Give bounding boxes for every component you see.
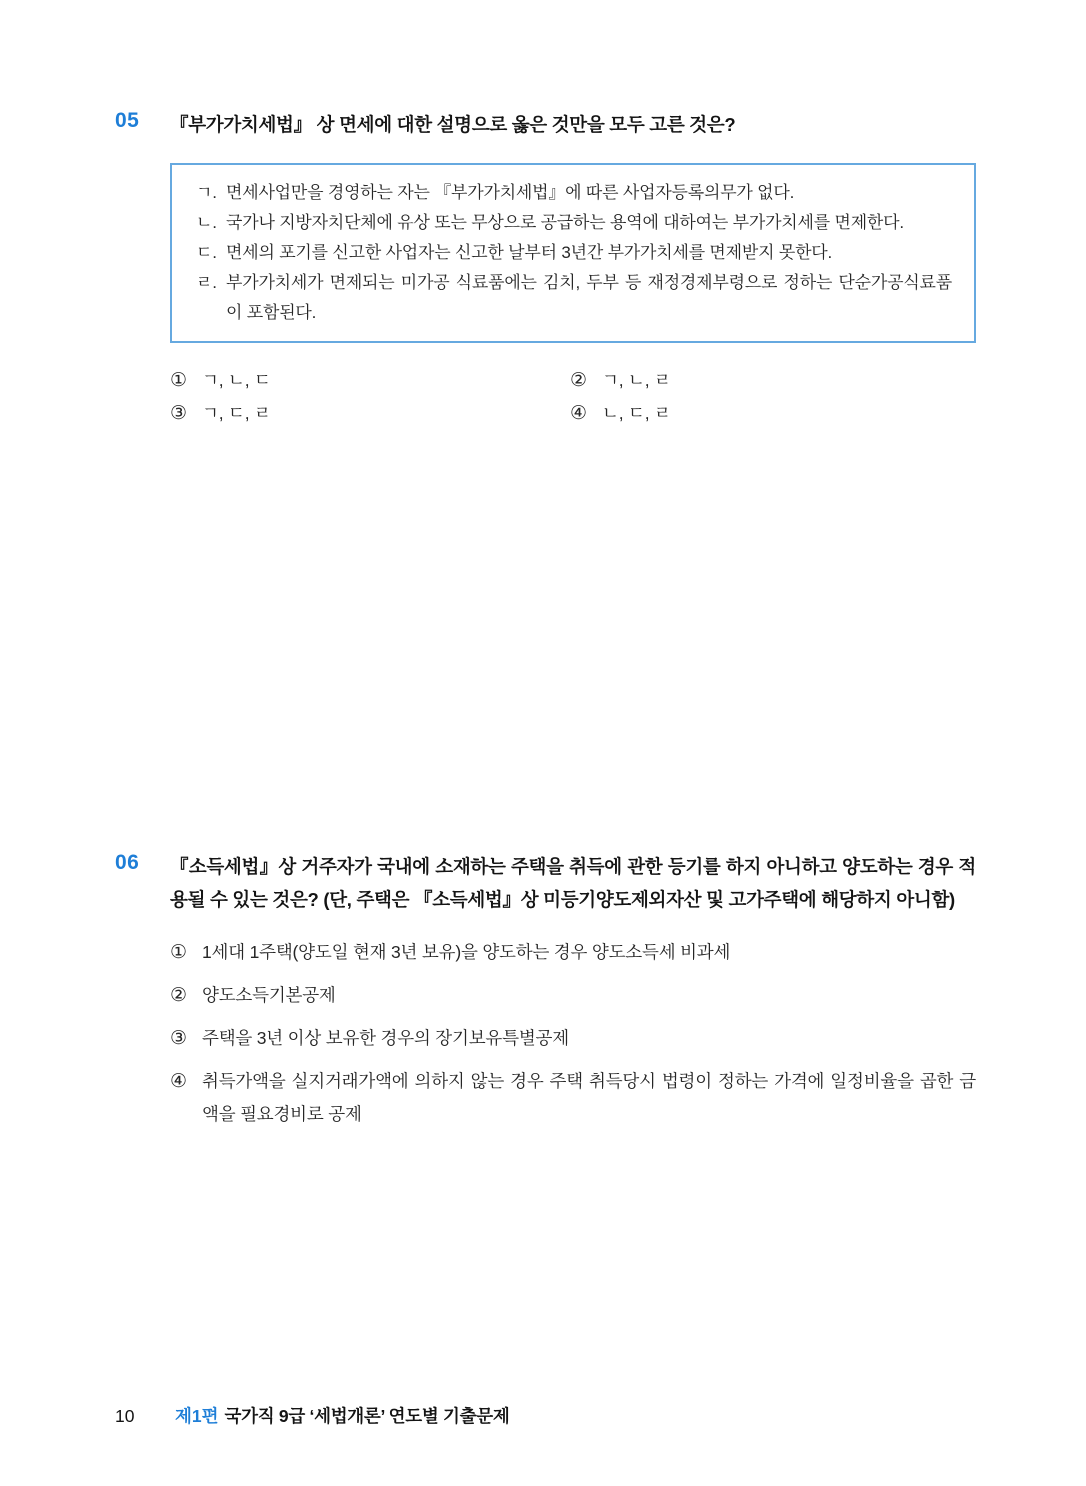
choice-text: ㄴ, ㄷ, ㄹ [602, 403, 671, 423]
choice-text: ㄱ, ㄷ, ㄹ [202, 403, 271, 423]
box-item-marker: ㄱ. [196, 183, 217, 202]
choices [170, 936, 976, 1131]
box-item-marker: ㄴ. [196, 213, 217, 232]
question-05 [115, 108, 976, 425]
box-item-d [196, 238, 952, 268]
choice-3 [170, 402, 570, 425]
choice-text: 취득가액을 실지거래가액에 의하지 않는 경우 주택 취득당시 법령이 정하는 가격에 일정비율을 곱한 금액을 필요경비로 공제 [202, 1071, 976, 1124]
choices [170, 369, 976, 425]
choice-marker: ① [170, 370, 188, 391]
choice-2 [570, 369, 976, 392]
answer-box [170, 163, 976, 343]
box-item-text: 면세사업만을 경영하는 자는 『부가가치세법』에 따른 사업자등록의무가 없다. [226, 183, 795, 202]
box-item-n [196, 208, 952, 238]
choice-text: 1세대 1주택(양도일 현재 3년 보유)을 양도하는 경우 양도소득세 비과세 [202, 942, 731, 962]
question-number: 05 [115, 109, 140, 132]
choice-marker: ② [570, 370, 588, 391]
choice-text: 양도소득기본공제 [202, 985, 336, 1005]
choice-1 [170, 936, 976, 969]
box-item-text: 부가가치세가 면제되는 미가공 식료품에는 김치, 두부 등 재정경제부령으로 정하는 단순가공식료품이 포함된다. [226, 273, 952, 322]
question-title: 『부가가치세법』 상 면세에 대한 설명으로 옳은 것만을 모두 고른 것은? [170, 114, 736, 135]
box-item-marker: ㄹ. [196, 273, 217, 292]
question-body [170, 108, 976, 425]
page-number: 10 [115, 1406, 135, 1426]
choice-marker: ① [170, 942, 188, 963]
choice-marker: ② [170, 985, 188, 1006]
choice-text: ㄱ, ㄴ, ㄷ [202, 370, 271, 390]
box-item-marker: ㄷ. [196, 243, 217, 262]
choice-marker: ④ [170, 1071, 188, 1092]
choice-4 [170, 1065, 976, 1131]
question-title: 『소득세법』상 거주자가 국내에 소재하는 주택을 취득에 관한 등기를 하지 아니하고 양도하는 경우 적용될 수 있는 것은? (단, 주택은 『소득세법』상 미등기양도제외자산 및 고가주택에 해당하지 아니함) [170, 856, 976, 910]
box-item-text: 국가나 지방자치단체에 유상 또는 무상으로 공급하는 용역에 대하여는 부가가치세를 면제한다. [226, 213, 904, 232]
choice-text: ㄱ, ㄴ, ㄹ [602, 370, 671, 390]
choice-marker: ③ [170, 403, 188, 424]
choice-1 [170, 369, 570, 392]
question-body [170, 850, 976, 1131]
choice-marker: ③ [170, 1028, 188, 1049]
box-item-text: 면세의 포기를 신고한 사업자는 신고한 날부터 3년간 부가가치세를 면제받지 못한다. [226, 243, 833, 262]
question-06 [115, 850, 976, 1131]
page-footer [115, 1403, 509, 1428]
choice-text: 주택을 3년 이상 보유한 경우의 장기보유특별공제 [202, 1028, 569, 1048]
choice-3 [170, 1022, 976, 1055]
footer-part-label: 제1편 [175, 1406, 219, 1426]
choice-marker: ④ [570, 403, 588, 424]
box-item-g [196, 178, 952, 208]
question-number: 06 [115, 851, 140, 874]
choice-2 [170, 979, 976, 1012]
box-item-r [196, 268, 952, 328]
footer-title: 국가직 9급 ‘세법개론’ 연도별 기출문제 [224, 1406, 510, 1426]
choice-4 [570, 402, 976, 425]
